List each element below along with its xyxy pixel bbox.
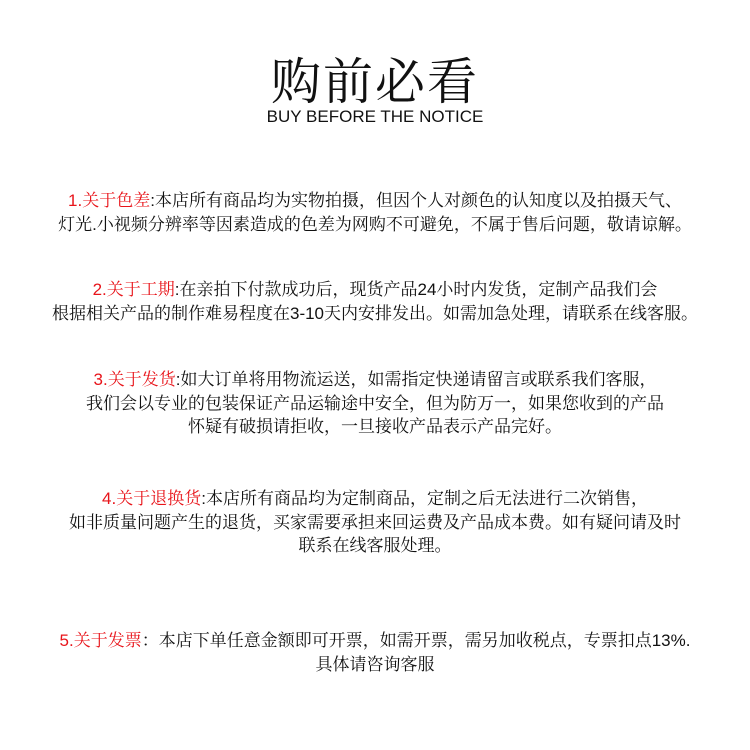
section-label: 5.关于发票 [59,631,142,650]
notice-color-difference: 1.关于色差:本店所有商品均为实物拍摄，但因个人对颜色的认知度以及拍摄天气、 灯光.小视频分辨率等因素造成的色差为网购不可避免，不属于售后问题，敬请谅解。 [58,191,692,234]
notice-invoice: 5.关于发票：本店下单任意金额即可开票，如需开票，需另加收税点，专票扣点13%. 具体请咨询客服 [59,631,691,674]
notice-shipping: 3.关于发货:如大订单将用物流运送，如需指定快递请留言或联系我们客服， 我们会以专业的包装保证产品运输途中安全，但为防万一，如果您收到的产品 怀疑有破损请拒收，一旦接收产品表示产品完好。 [86,370,664,436]
section-label: 4.关于退换货 [102,489,202,508]
page-subtitle: BUY BEFORE THE NOTICE [266,107,484,126]
page-title: 购前必看 [271,54,479,110]
section-label: 1.关于色差 [68,191,151,210]
notice-lead-time: 2.关于工期:在亲拍下付款成功后，现货产品24小时内发货，定制产品我们会 根据相关产品的制作难易程度在3-10天内安排发出。如需加急处理，请联系在线客服。 [51,280,699,323]
section-label: 2.关于工期 [92,280,175,299]
section-label: 3.关于发货 [93,370,176,389]
notice-returns: 4.关于退换货:本店所有商品均为定制商品，定制之后无法进行二次销售， 如非质量问题产生的退货，买家需要承担来回运费及产品成本费。如有疑问请及时 联系在线客服处理。 [69,489,681,555]
